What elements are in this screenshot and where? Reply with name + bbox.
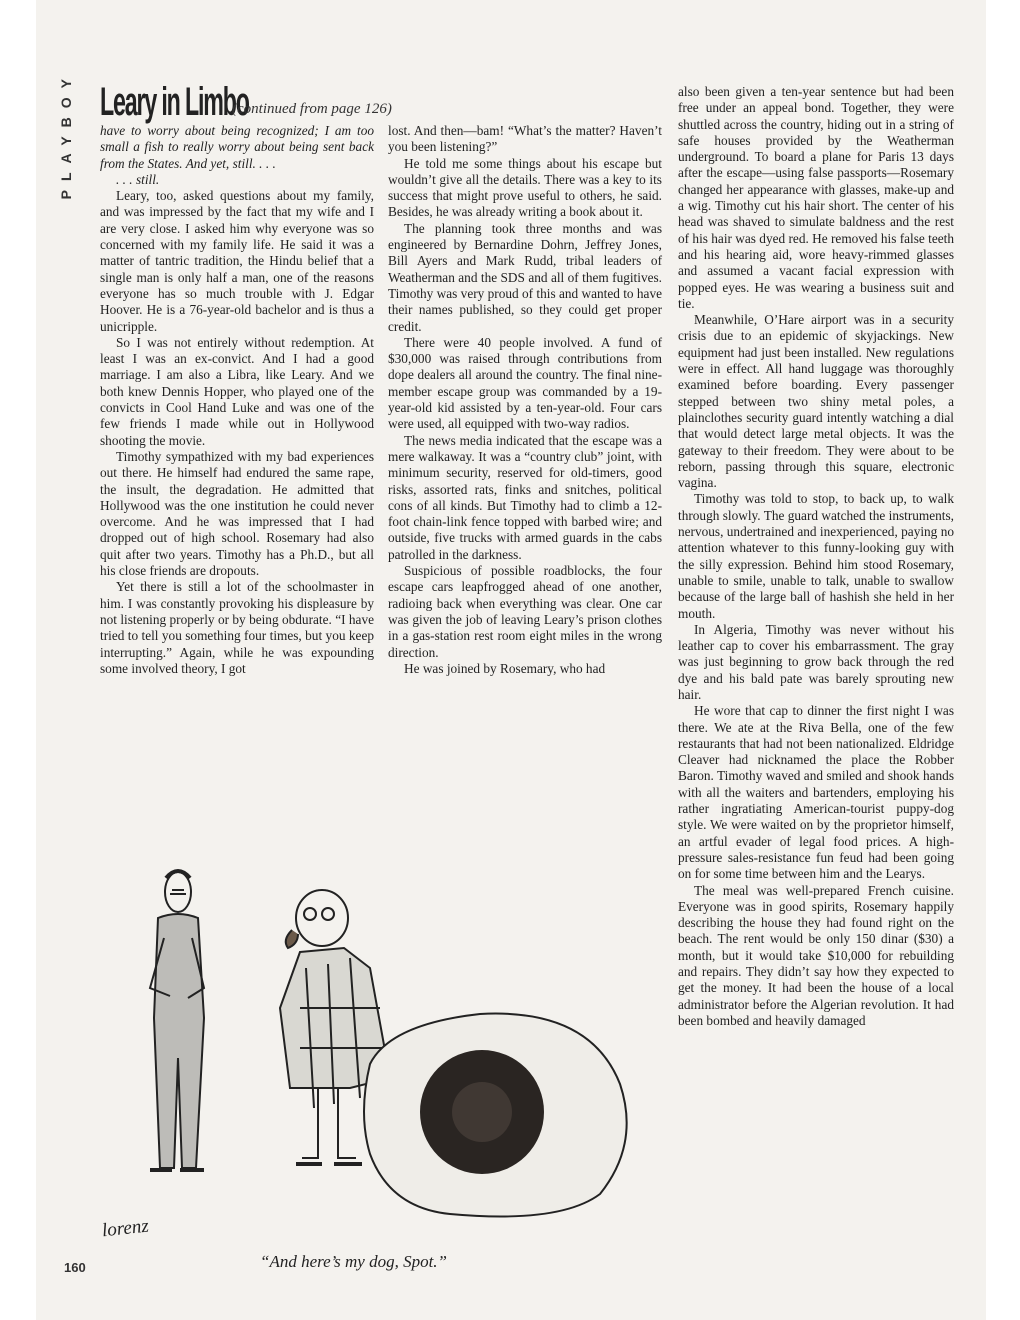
paragraph: also been given a ten-year sentence but had been free under an appeal bond. Together, they were shuttled across the country, hiding out in a string of safe houses provided by the Weatherman underground. To board a plane for Paris 13 days after the escape—using false passports—Rosemary changed her appearance with glasses, make-up and a wig. Timothy cut his hair short. The center of his head was shaved to simulate baldness and the rest of his hair was dyed red. He removed his false teeth and his hearing aid, wore heavy-rimmed glasses and assumed a vacant facial expression with popped eyes. He was wearing a business suit and tie. [678, 84, 954, 311]
continued-note: (continued from page 126) [232, 101, 392, 117]
paragraph: In Algeria, Timothy was never without his leather cap to cover his embarrassment. The gray was just beginning to grow back through the red dye and his bald pate was barely sprouting new hair. [678, 621, 954, 702]
paragraph: The meal was well-prepared French cuisine. Everyone was in good spirits, Rosemary happily describing the house they had found right on the beach. The rent would be only 150 dinar ($30) a month, but it would take $10,000 for rebuilding and repairs. They didn’t say how they expected to get the money. It had been the house of a local administrator before the Algerian revolution. It had been bombed and heavily damaged [678, 882, 954, 1028]
paragraph: Timothy was told to stop, to back up, to walk through slowly. The guard watched the instruments, nervous, undertrained and inexperienced, paying no attention whatever to this funny-looking guy with the silly expression. Behind him stood Rosemary, unable to smile, unable to talk, unable to swallow because of the large ball of hashish she held in her mouth. [678, 491, 954, 621]
cartoon-man-left [150, 871, 204, 1170]
paragraph: The news media indicated that the escape was a mere walkaway. It was a “country club” joint, with minimum security, reserved for old-timers, good risks, assorted rats, finks and snitches, political cons of all kinds. But Timothy had to climb a 12-foot chain-link fence topped with barbed wire; and outside, five trucks with armed guards in the cabs patrolled in the darkness. [388, 432, 662, 562]
paragraph: The planning took three months and was engineered by Bernardine Dohrn, Jeffrey Jones, Bill Ayers and Mark Rudd, tribal leaders of Weatherman and the SDS and all of them fugitives. Timothy was very proud of this and wanted to have their names published, so they could get proper credit. [388, 220, 662, 334]
column-1 [100, 123, 374, 677]
paragraph: . . . still. [116, 171, 160, 187]
cartoon-caption: “And here’s my dog, Spot.” [260, 1252, 447, 1271]
magazine-name-sidebar: PLAYBOY [58, 70, 74, 200]
paragraph: He was joined by Rosemary, who had [404, 660, 606, 676]
column-3 [678, 84, 954, 1029]
paragraph: He told me some things about his escape but wouldn’t give all the details. There was a key to its success that might prove useful to others, he said. Besides, he was already writing a book about it. [388, 155, 662, 220]
paragraph: Yet there is still a lot of the schoolmaster in him. I was constantly provoking his displeasure by not listening properly or by being obdurate. “I have tried to tell you something four times, but you keep interrupting.” Again, while he was expounding some involved theory, I got [100, 579, 374, 676]
article-title: Leary in Limbo [100, 80, 249, 124]
paragraph: Meanwhile, O’Hare airport was in a security crisis due to an epidemic of skyjackings. New equipment had just been installed. New regulations were in effect. All hand luggage was thoroughly examined before boarding. Every passenger stepped between two shiny metal poles, a plainclothes security guard intently watching a dial that would detect large metal objects. It was the gateway to their freedom. They were about to be reborn, passing through this square, electronic vagina. [678, 312, 954, 491]
cartoon-dog-spot [364, 1014, 627, 1217]
cartoon-illustration [100, 848, 665, 1248]
paragraph: lost. And then—bam! “What’s the matter? Haven’t you been listening?” [388, 123, 662, 155]
paragraph: So I was not entirely without redemption. At least I was an ex-convict. And I had a good marriage. I am also a Libra, like Leary. And we both knew Dennis Hopper, who played one of the convicts in Cool Hand Luke and was one of the few friends I made while out in Hollywood shooting the movie. [100, 334, 374, 448]
paragraph: Timothy sympathized with my bad experiences out there. He himself had endured the same rape, the insult, the degradation. He admitted that Hollywood was the one institution he could never overcome. And he was impressed that I had dropped out of high school. Rosemary had also quit after two years. Timothy has a Ph.D., but all his close friends are dropouts. [100, 448, 374, 579]
paragraph: There were 40 people involved. A fund of $30,000 was raised through contributions from dope dealers all around the country. The final nine-member escape group was commanded by a 19-year-old kid assisted by a ten-year-old. Four cars were used, all equipped with two-way radios. [388, 334, 662, 432]
column-2 [388, 123, 662, 677]
paragraph: Leary, too, asked questions about my family, and was impressed by the fact that my wife and I are very close. I asked him why everyone was so concerned with my family life. He said it was a matter of tantric tradition, the Hindu belief that a single man is only half a man, one of the reasons everyone has so much trouble with J. Edgar Hoover. He is a 76-year-old bachelor and is thus a unicripple. [100, 188, 374, 334]
paragraph: have to worry about being recognized; I am too small a fish to really worry about being sent back from the States. And yet, still. . . . [100, 123, 374, 171]
cartoonist-signature: lorenz [100, 1215, 150, 1242]
paragraph: He wore that cap to dinner the first night I was there. We ate at the Riva Bella, one of the few restaurants that had not been nationalized. Eldridge Cleaver had nicknamed the place the Robber Baron. Timothy waved and smiled and shook hands with all the waiters and bartenders, employing his rather ingratiating American-tourist puppy-dog style. We were waited on by the proprietor himself, an artful evader of legal food prices. A high-pressure sales-resistance fun feud had been going on for some time between him and the Learys. [678, 703, 954, 882]
page-number: 160 [64, 1260, 86, 1275]
paragraph: Suspicious of possible roadblocks, the four escape cars leapfrogged ahead of one another, radioing back when everything was clear. One car was given the job of leaving Leary’s prison clothes in a gas-station rest room eight miles in the wrong direction. [388, 563, 662, 660]
